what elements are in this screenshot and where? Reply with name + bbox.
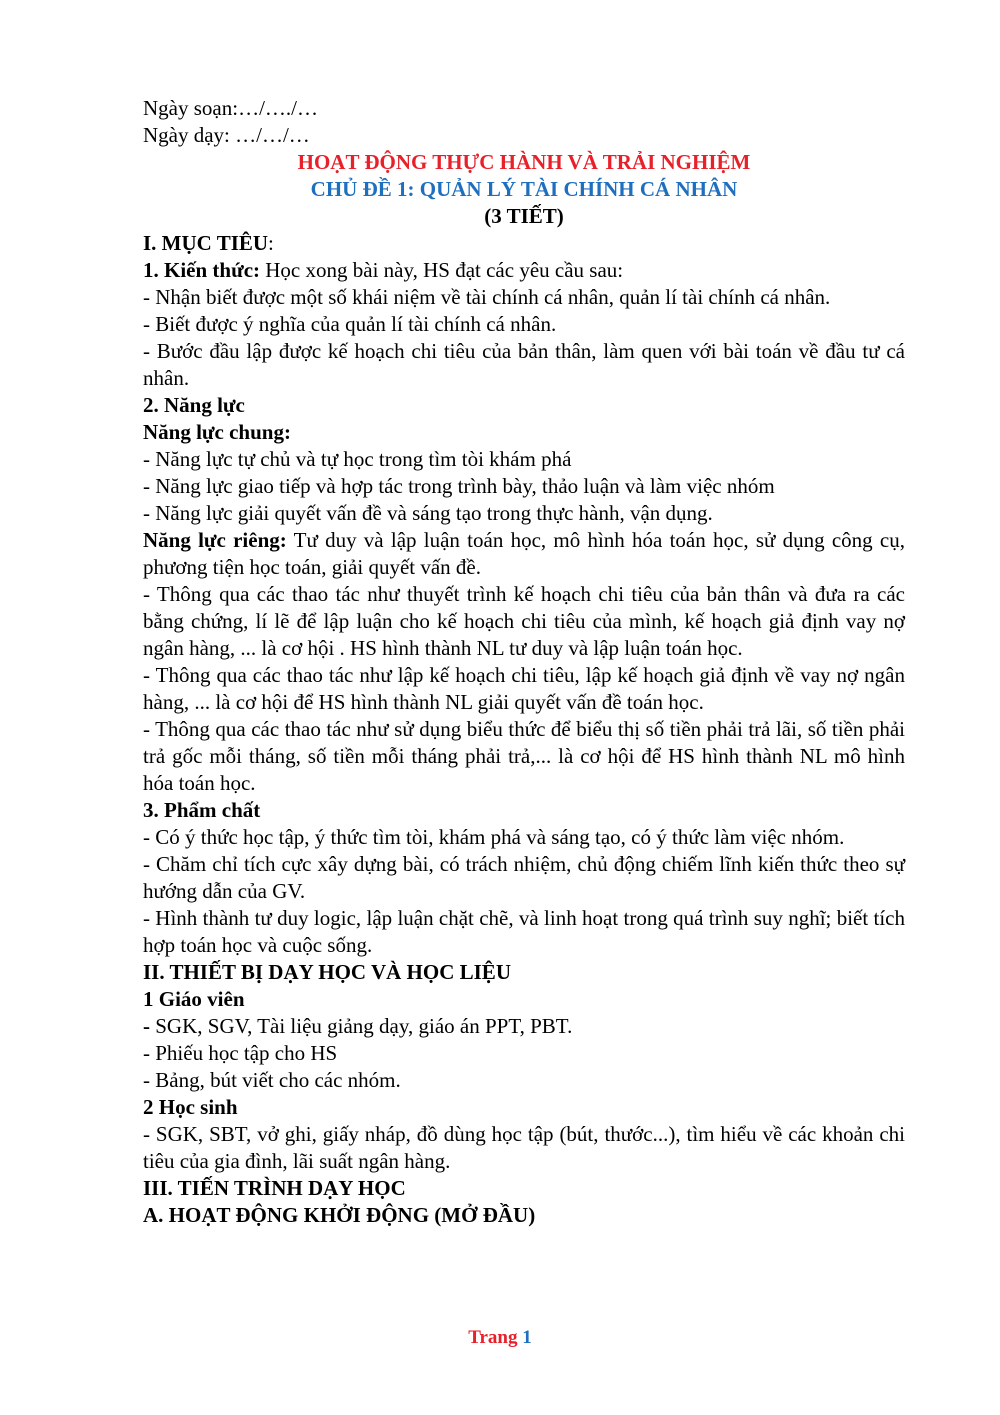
- competence-heading: [143, 392, 905, 419]
- quality-item-1: - Có ý thức học tập, ý thức tìm tòi, khám phá và sáng tạo, có ý thức làm việc nhóm.: [143, 825, 845, 849]
- section-objectives-heading: [143, 230, 905, 257]
- knowledge-intro: Học xong bài này, HS đạt các yêu cầu sau:: [260, 258, 624, 282]
- topic-title: CHỦ ĐỀ 1: QUẢN LÝ TÀI CHÍNH CÁ NHÂN: [310, 177, 738, 201]
- teacher-item-3: - Bảng, bút viết cho các nhóm.: [143, 1068, 401, 1092]
- teacher-item-1: [143, 1013, 905, 1040]
- page-label: Trang: [468, 1327, 518, 1348]
- quality-heading-text: 3. Phẩm chất: [143, 798, 261, 822]
- quality-heading: [143, 797, 905, 824]
- teacher-heading: [143, 986, 905, 1013]
- activity-a-heading-text: A. HOẠT ĐỘNG KHỞI ĐỘNG (MỞ ĐẦU): [143, 1203, 536, 1227]
- knowledge-item-2: - Biết được ý nghĩa của quản lí tài chính cá nhân.: [143, 312, 557, 336]
- knowledge-item-3: - Bước đầu lập được kế hoạch chi tiêu của bản thân, làm quen với bài toán về đầu tư cá nhân.: [143, 339, 905, 390]
- section-equipment-heading-text: II. THIẾT BỊ DẠY HỌC VÀ HỌC LIỆU: [143, 960, 511, 984]
- specific-competence: [143, 527, 905, 581]
- date-taught: Ngày dạy: …/…/…: [143, 123, 310, 147]
- student-item-1: - SGK, SBT, vở ghi, giấy nháp, đồ dùng học tập (bút, thước...), tìm hiểu về các khoản chi tiêu của gia đình, lãi suất ngân hàng.: [143, 1122, 905, 1173]
- specific-competence-label: Năng lực riêng:: [143, 528, 287, 552]
- knowledge-label: 1. Kiến thức:: [143, 258, 261, 282]
- student-heading-text: 2 Học sinh: [143, 1095, 238, 1119]
- date-prepared: Ngày soạn:…/…./…: [143, 96, 318, 120]
- quality-item-3: - Hình thành tư duy logic, lập luận chặt chẽ, và linh hoạt trong quá trình suy nghĩ; biết tích hợp toán học và cuộc sống.: [143, 906, 905, 957]
- quality-item-2: - Chăm chỉ tích cực xây dựng bài, có trách nhiệm, chủ động chiếm lĩnh kiến thức theo sự hướng dẫn của GV.: [143, 852, 905, 903]
- activity-a-heading: [143, 1202, 905, 1229]
- specific-item-3: - Thông qua các thao tác như sử dụng biểu thức để biểu thị số tiền phải trả lãi, số tiền phải trả gốc mỗi tháng, số tiền mỗi tháng phải trả,... là cơ hội để HS hình thành NL mô hình hóa toán học.: [143, 717, 905, 795]
- page-footer: [0, 1324, 1000, 1351]
- general-competence-heading-text: Năng lực chung:: [143, 420, 291, 444]
- specific-item-1: - Thông qua các thao tác như thuyết trình kế hoạch chi tiêu của bản thân và đưa ra các bằng chứng, lí lẽ để lập luận cho kế hoạch chi tiêu của mình, kế hoạch giả định vay nợ ngân hàng, ... là cơ hội . HS hình thành NL tư duy và lập luận toán học.: [143, 582, 905, 660]
- general-competence-heading: [143, 419, 905, 446]
- general-item-3: - Năng lực giải quyết vấn đề và sáng tạo trong thực hành, vận dụng.: [143, 501, 713, 525]
- competence-heading-text: 2. Năng lực: [143, 393, 245, 417]
- periods: (3 TIẾT): [484, 204, 564, 228]
- specific-competence-text: Tư duy và lập luận toán học, mô hình hóa toán học, sử dụng công cụ, phương tiện học toán, giải quyết vấn đề.: [143, 528, 905, 579]
- section-equipment-heading: [143, 959, 905, 986]
- teacher-heading-text: 1 Giáo viên: [143, 987, 245, 1011]
- page-number: 1: [522, 1327, 532, 1348]
- general-item-1: - Năng lực tự chủ và tự học trong tìm tòi khám phá: [143, 447, 572, 471]
- general-item-2: - Năng lực giao tiếp và hợp tác trong trình bày, thảo luận và làm việc nhóm: [143, 474, 775, 498]
- section-heading-text: I. MỤC TIÊU: [143, 231, 269, 255]
- page-content: [143, 95, 905, 1229]
- section-process-heading-text: III. TIẾN TRÌNH DẠY HỌC: [143, 1176, 406, 1200]
- document-title: HOẠT ĐỘNG THỰC HÀNH VÀ TRẢI NGHIỆM: [297, 150, 751, 174]
- section-process-heading: [143, 1175, 905, 1202]
- specific-item-2: - Thông qua các thao tác như lập kế hoạch chi tiêu, lập kế hoạch giả định về vay nợ ngân hàng, ... là cơ hội để HS hình thành NL giải quyết vấn đề toán học.: [143, 663, 905, 714]
- knowledge-item-1: - Nhận biết được một số khái niệm về tài chính cá nhân, quản lí tài chính cá nhân.: [143, 285, 831, 309]
- teacher-item-1-text: SGK, SGV, Tài liệu giảng dạy, giáo án PPT, PBT.: [150, 1014, 573, 1038]
- teacher-item-2: - Phiếu học tập cho HS: [143, 1041, 338, 1065]
- section-heading-colon: :: [268, 231, 274, 255]
- teacher-item-1-dash: -: [143, 1014, 150, 1038]
- student-heading: [143, 1094, 905, 1121]
- knowledge-line: [143, 257, 905, 284]
